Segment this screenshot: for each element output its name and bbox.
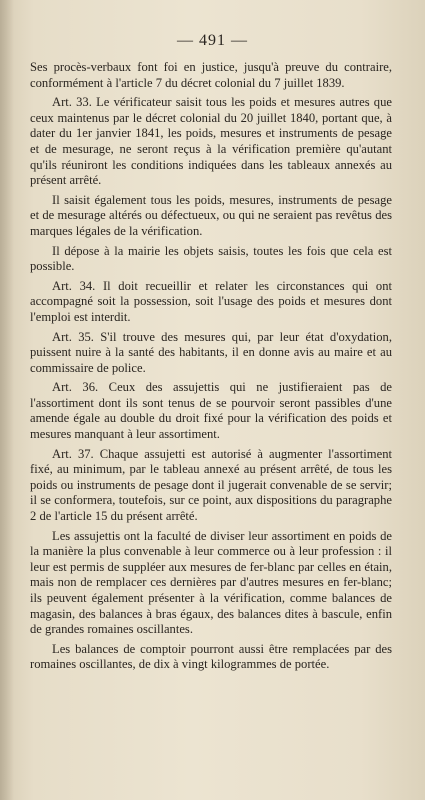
paragraph-art-33-saisie: Il saisit également tous les poids, mesures, instruments de pesage et de mesurage altérés ou défectueux, ou qui ne seraient pas revêtus des marques légales de la vérification. [30, 192, 392, 238]
paragraph-art-35: Art. 35. S'il trouve des mesures qui, par leur état d'oxydation, puissent nuire à la santé des habitants, il en donne avis au maire et au commissaire de police. [30, 329, 392, 375]
page-number-header: — 491 — [177, 32, 248, 49]
paragraph-art-37-balances: Les balances de comptoir pourront aussi être remplacées par des romaines oscillantes, de dix à vingt kilogrammes de portée. [30, 641, 392, 672]
paragraph-art-37-assortiment: Les assujettis ont la faculté de diviser leur assortiment en poids de la manière la plus convenable à leur commerce ou à leur profession : il leur est permis de suppléer aux mesures de fer-blanc par celles en étain, mais non de remplacer ces dernières par d'autres mesures en fer-blanc; ils peuvent également présenter à la vérification, comme balances de magasin, des balances à bras égaux, des balances dites à bascule, enfin de grandes romaines oscillantes. [30, 528, 392, 637]
paragraph-art-34: Art. 34. Il doit recueillir et relater les circonstances qui ont accompagné soit la possession, soit l'usage des poids et mesures dont l'emploi est interdit. [30, 278, 392, 324]
paragraph-proces-verbaux: Ses procès-verbaux font foi en justice, jusqu'à preuve du contraire, conformément à l'article 7 du décret colonial du 7 juillet 1839. [30, 60, 392, 90]
paragraph-art-33-depot: Il dépose à la mairie les objets saisis, toutes les fois que cela est possible. [30, 243, 392, 274]
paragraph-art-33: Art. 33. Le vérificateur saisit tous les poids et mesures autres que ceux maintenus par le décret colonial du 20 juillet 1840, portant que, à dater du 1er janvier 1841, les poids, mesures et instruments de pesage et de mesurage, ne seront reçus à la vérification première qu'autant qu'ils réuniront les conditions indiquées dans les tableaux annexés au présent arrêté. [30, 95, 392, 188]
body-text [30, 60, 392, 677]
paragraph-art-36: Art. 36. Ceux des assujettis qui ne justifieraient pas de l'assortiment dont ils sont tenus de se pourvoir seront passibles d'une amende égale au double du droit fixé pour la vérification des poids et mesures manquant à leur assortiment. [30, 380, 392, 442]
paragraph-art-37: Art. 37. Chaque assujetti est autorisé à augmenter l'assortiment fixé, au minimum, par le tableau annexé au présent arrêté, de tous les poids ou instruments de pesage dont il jugerait convenable de se servir; il se conformera, toutefois, sur ce point, aux dispositions du paragraphe 2 de l'article 15 du présent arrêté. [30, 446, 392, 524]
binding-gutter-shadow [0, 0, 14, 800]
